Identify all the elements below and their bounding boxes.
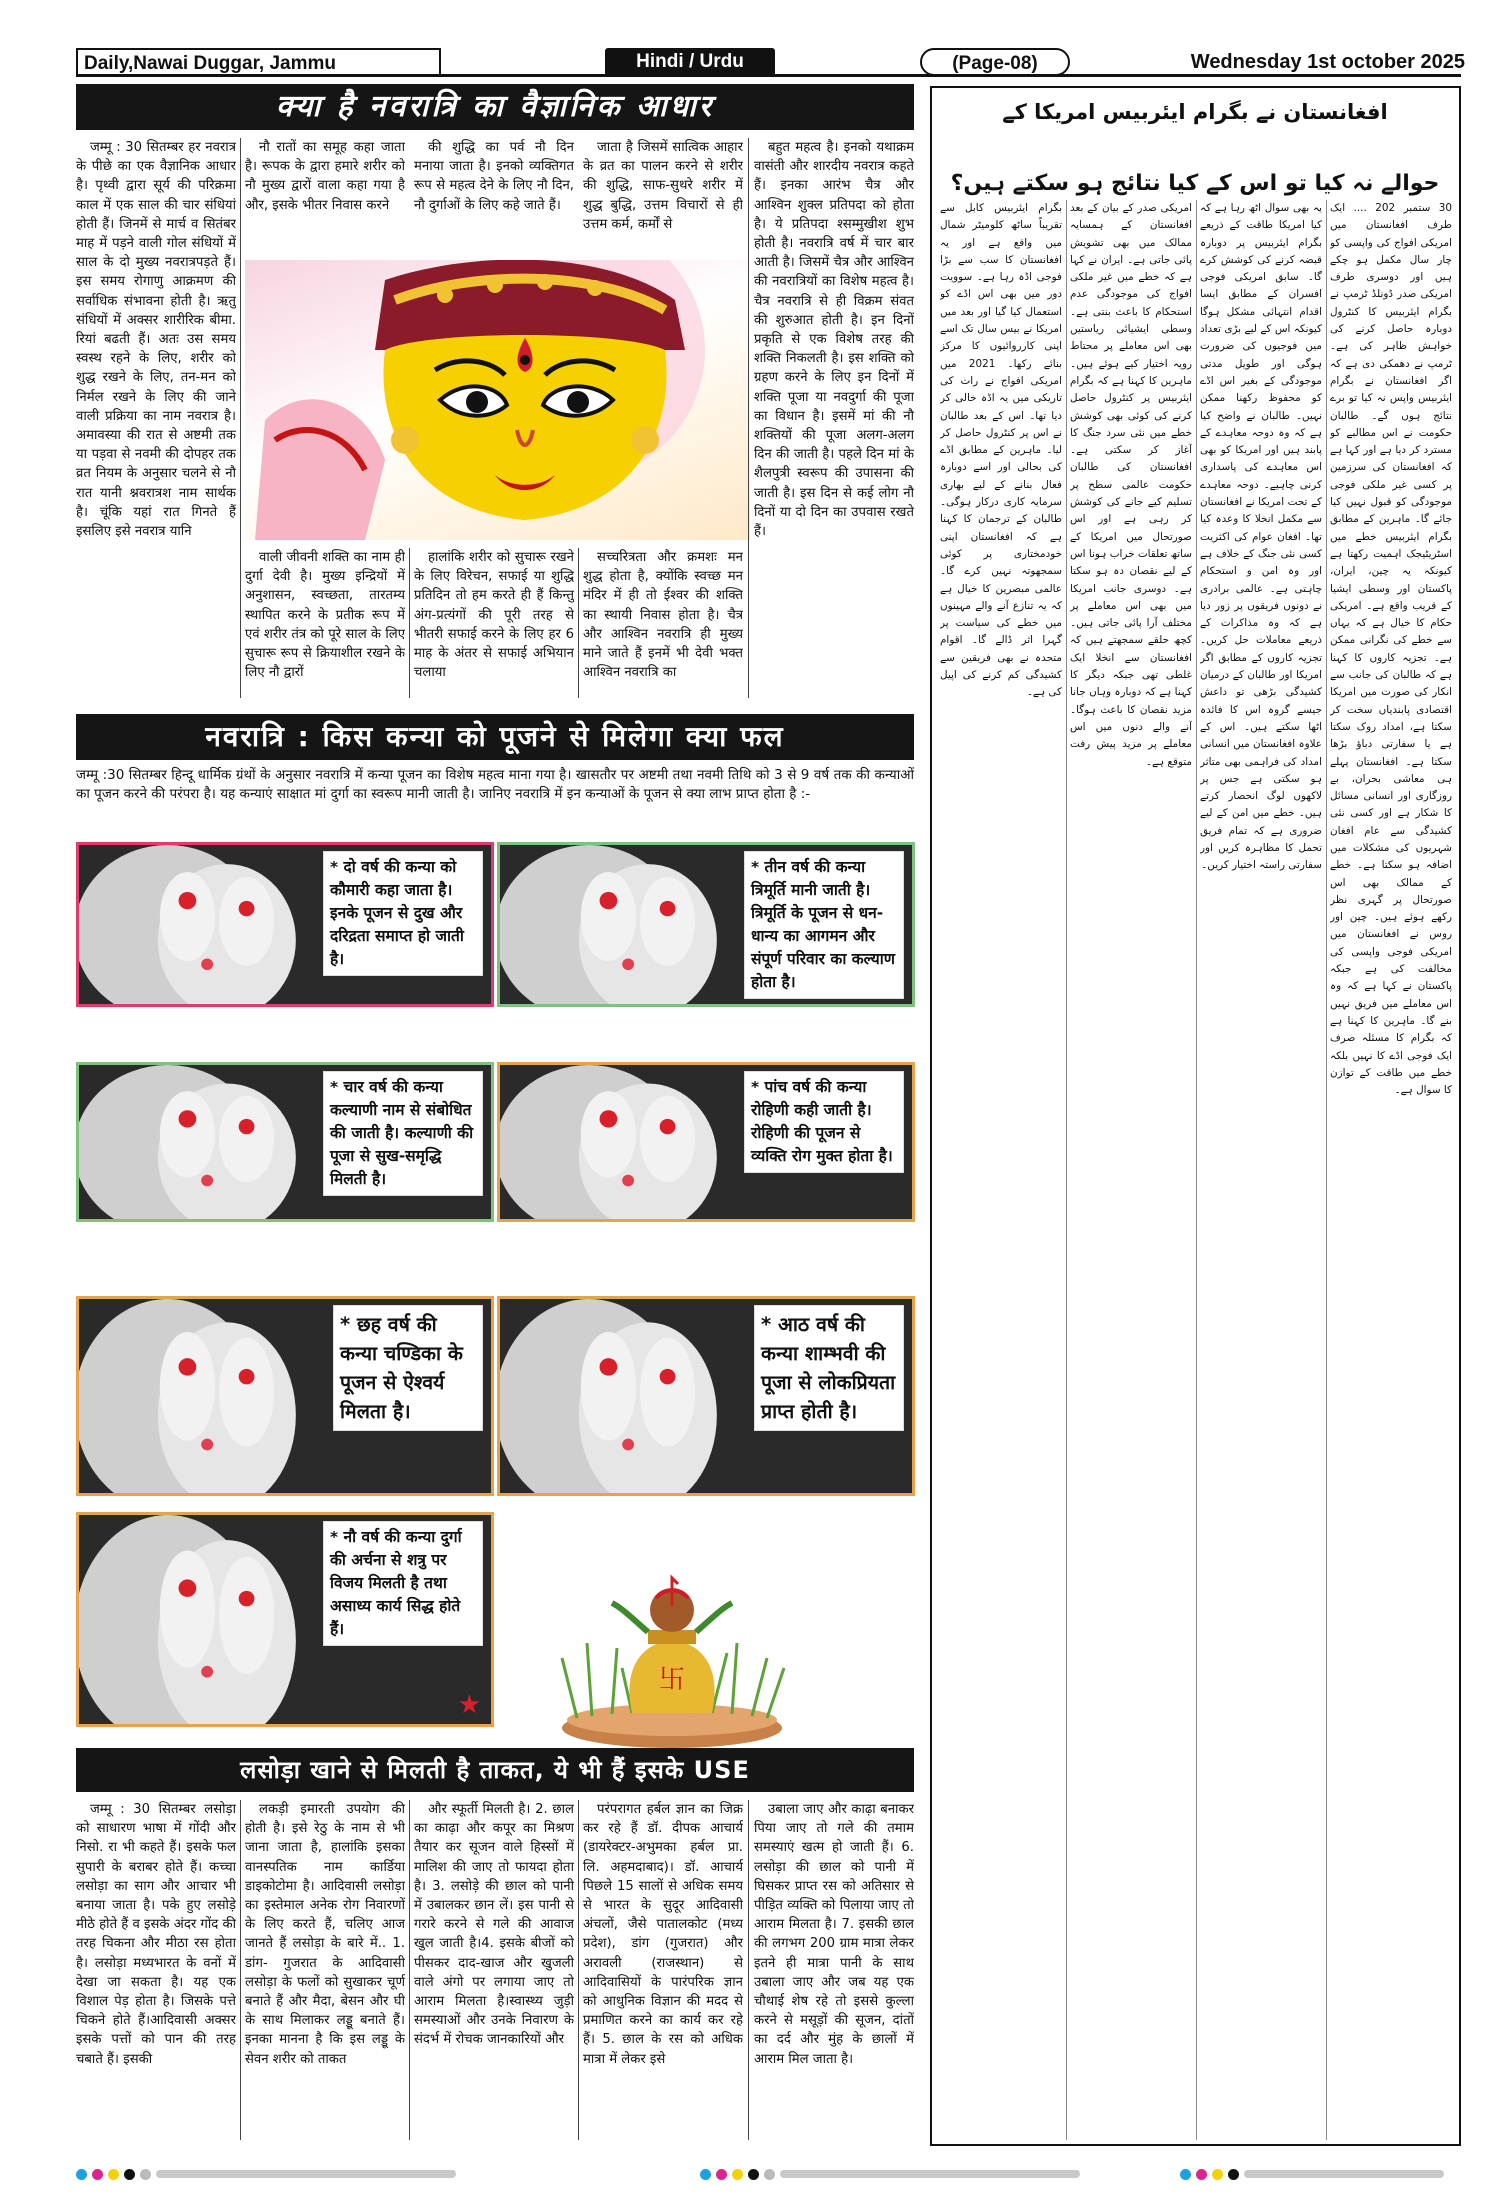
article1-col2 <box>245 138 405 258</box>
article3-col5-text: उबाला जाए और काढ़ा बनाकर पिया जाए तो गले की तमाम समस्याएं खत्म हो जाती हैं। 6. लसोड़ा की छाल को पानी में घिसकर प्राप्त रस को अतिसार से पीड़ित व्यक्ति को पिलाया जाए तो आराम मिलता है। 7. इसकी छाल की लगभग 200 ग्राम मात्रा लेकर इतने ही मात्रा पानी के साथ उबाला जाए और जब यह एक चौथाई शेष रहे तो इससे कुल्ला करने से मसूड़ों की सूजन, दांतों का दर्द और मुंह के छालों में आराम मिल जाता है। <box>754 1802 914 2067</box>
column-divider <box>240 138 241 698</box>
registration-marks-right <box>1180 2168 1444 2180</box>
registration-marks-center <box>700 2168 1080 2180</box>
article1-lower-col3-text: हालांकि शरीर को सुचारू रखने के लिए विरेचन, सफाई या शुद्धि प्रतिदिन तो हम करते ही हैं किन्तु अंग-प्रत्यंगों की पूरी तरह से भीतरी सफाई करने के लिए हर 6 माह के अंतर से सफाई अभियान चलाया <box>414 550 574 681</box>
kalash-illustration <box>552 1548 792 1753</box>
article1-col3 <box>414 138 574 258</box>
urdu-col3: امریکی صدر کے بیان کے بعد افغانستان کے ہمسایہ ممالک میں بھی تشویش پائی جاتی ہے۔ ایران نے کہا ہے کہ خطے میں غیر ملکی افواج کی موجودگی عدم استحکام کا باعث بنتی ہے۔ وسطی ایشیائی ریاستیں بھی اس معاملے پر محتاط رویہ اختیار کیے ہوئے ہیں۔ ماہرین کا کہنا ہے کہ بگرام ایئربیس پر کنٹرول حاصل کرنے کی کوئی بھی کوشش خطے میں نئی سرد جنگ کا آغاز کر سکتی ہے۔ افغانستان کی طالبان حکومت عالمی سطح پر تسلیم کیے جانے کی کوشش کر رہی ہے اور اس صورتحال میں امریکا کے ساتھ تعلقات خراب ہونا اس کے لیے نقصان دہ ہو سکتا ہے۔ دوسری جانب امریکا میں بھی اس معاملے پر مختلف آرا پائی جاتی ہیں۔ کچھ حلقے سمجھتے ہیں کہ افغانستان سے انخلا ایک غلطی تھی جبکہ دیگر کا کہنا ہے کہ دوبارہ وہاں جانا مزید نقصان کا باعث ہوگا۔ آنے والے دنوں میں اس معاملے پر مزید پیش رفت متوقع ہے۔ <box>1070 202 1192 768</box>
column-divider <box>748 138 749 698</box>
registration-dot <box>1196 2169 1207 2180</box>
kanya-panel <box>76 1062 494 1222</box>
article1-lower-col2 <box>245 548 405 698</box>
column-divider <box>409 1800 410 2140</box>
article1-headline: क्या है नवरात्रि का वैज्ञानिक आधार <box>275 89 715 124</box>
urdu-column-divider <box>1326 200 1327 2140</box>
kanya-panel-caption: * तीन वर्ष की कन्या त्रिमूर्ति मानी जाती है। त्रिमूर्ति के पूजन से धन-धान्य का आगमन और संपूर्ण परिवार का कल्याण होता है। <box>744 851 904 999</box>
article3-col4 <box>583 1800 743 2140</box>
registration-dot <box>732 2169 743 2180</box>
article3-headline-bar <box>76 1748 914 1792</box>
column-divider <box>409 548 410 698</box>
registration-dot <box>124 2169 135 2180</box>
article3-col2 <box>245 1800 405 2140</box>
article2-headline: नवरात्रि : किस कन्या को पूजने से मिलेगा क्या फल <box>205 720 785 753</box>
registration-dot <box>1228 2169 1239 2180</box>
article1-lower-col4 <box>583 548 743 698</box>
column-divider <box>578 548 579 698</box>
registration-dot <box>140 2169 151 2180</box>
registration-bar <box>1244 2170 1444 2178</box>
kanya-panel <box>497 842 915 1007</box>
urdu-col4: بگرام ایئربیس کابل سے تقریباً ساٹھ کلومیٹر شمال میں واقع ہے اور یہ افغانستان کا سب سے بڑا فوجی اڈہ رہا ہے۔ سوویت دور میں بھی اس اڈے کو استعمال کیا گیا اور بعد میں امریکا نے بیس سال تک اسے اپنی کارروائیوں کا مرکز بنائے رکھا۔ 2021 میں امریکی افواج نے رات کی تاریکی میں یہ اڈہ خالی کر دیا تھا۔ اس کے بعد طالبان نے اس پر کنٹرول حاصل کر لیا۔ ماہرین کے مطابق اڈے کی بحالی اور اسے دوبارہ فعال بنانے کے لیے بھاری سرمایہ کاری درکار ہوگی۔ طالبان کے ترجمان کا کہنا ہے کہ افغانستان اپنی خودمختاری پر کوئی سمجھوتہ نہیں کرے گا۔ عالمی مبصرین کا خیال ہے کہ یہ تنازع آنے والے مہینوں میں خطے کی سیاست پر گہرا اثر ڈالے گا۔ اقوام متحدہ نے بھی فریقین سے کشیدگی کم کرنے کی اپیل کی ہے۔ <box>940 202 1062 699</box>
urdu-column-divider <box>1066 200 1067 2140</box>
registration-dot <box>1212 2169 1223 2180</box>
article3-col3-text: और स्फूर्ती मिलती है। 2. छाल का काढ़ा और कपूर का मिश्रण तैयार कर सूजन वाले हिस्सों में मालिश की जाए तो फायदा होता है। 3. लसोड़े की छाल को पानी में उबालकर छान लें। इस पानी से गरारे करने से गले की आवाज खुल जाती है।4. इसके बीजों को पीसकर दाद-खाज और खुजली वाले अंगो पर लगाया जाए तो आराम मिलता है।स्वास्थ्य जुड़ी समस्याओं और उनके निवारण के संदर्भ में रोचक जानकारियों और <box>414 1802 574 2048</box>
language-label: Hindi / Urdu <box>605 48 775 76</box>
registration-dot <box>748 2169 759 2180</box>
article3-col1 <box>76 1800 236 2140</box>
article1-col1 <box>76 138 236 698</box>
article1-lower-col2-text: वाली जीवनी शक्ति का नाम ही दुर्गा देवी है। मुख्य इन्द्रियों में अनुशासन, स्वच्छता, तारतम्य स्थापित करने के प्रतीक रूप में एवं शरीर तंत्र को पूरे साल के लिए सुचारू रूप से क्रियाशील रखने के लिए नौ द्वारों <box>245 550 405 681</box>
kanya-panel-caption: * नौ वर्ष की कन्या दुर्गा की अर्चना से शत्रु पर विजय मिलती है तथा असाध्य कार्य सिद्ध होते हैं। <box>323 1521 483 1646</box>
registration-dot <box>764 2169 775 2180</box>
kanya-panel <box>497 1296 915 1496</box>
registration-dot <box>108 2169 119 2180</box>
kanya-panel <box>76 1512 494 1727</box>
kanya-panel <box>76 842 494 1007</box>
article3-col4-text: परंपरागत हर्बल ज्ञान का जिक्र कर रहे हैं डॉ. दीपक आचार्य (डायरेक्टर-अभुमका हर्बल प्रा. लि. अहमदाबाद)। डॉ. आचार्य पिछले 15 सालों से अधिक समय से भारत के सुदूर आदिवासी अंचलों, जैसे पातालकोट (मध्य प्रदेश), डांग (गुजरात) और अरावली (राजस्थान) से आदिवासियों के पारंपरिक ज्ञान को आधुनिक विज्ञान की मदद से प्रमाणित करने का कार्य कर रहे हैं। 5. छाल के रस को अधिक मात्रा में लेकर इसे <box>583 1802 743 2067</box>
article1-lower-col3 <box>414 548 574 698</box>
kanya-panel-caption: * छह वर्ष की कन्या चण्डिका के पूजन से ऐश्वर्य मिलता है। <box>333 1305 483 1431</box>
article1-col4-text: जाता है जिसमें सात्विक आहार के व्रत का पालन करने से शरीर की शुद्धि, साफ-सुथरे शरीर में शुद्ध बुद्धि, उत्तम विचारों से ही उत्तम कर्म, कर्मों से <box>583 140 743 232</box>
kanya-panel-caption: * आठ वर्ष की कन्या शाम्भवी की पूजा से लोकप्रियता प्राप्त होती है। <box>754 1305 904 1431</box>
article1-col4 <box>583 138 743 258</box>
svg-text:卐: 卐 <box>658 1665 686 1695</box>
kanya-panel-caption: * दो वर्ष की कन्या को कौमारी कहा जाता है। इनके पूजन से दुख और दरिद्रता समाप्त हो जाती है। <box>323 851 483 976</box>
registration-dot <box>1180 2169 1191 2180</box>
article2-headline-bar <box>76 714 914 760</box>
article1-col1-text: जम्मू : 30 सितम्बर हर नवरात्र के पीछे का एक वैज्ञानिक आधार है। पृथ्वी द्वारा सूर्य की परिक्रमा काल में एक साल की चार संधियां होती हैं। जिनमें से मार्च व सितंबर माह में पड़ने वाली गोल संधियों में साल के दो मुख्य नवरात्रपड़ते हैं। इस समय रोगाणु आक्रमण की सर्वाधिक संभावना होती है। ऋतु संधियों में अक्सर शारीरिक बीमा. रियां बढती हैं। अतः उस समय स्वस्थ रहने के लिए, शरीर को शुद्ध रखने के लिए, तन-मन को निर्मल रखने के लिए की जाने वाली प्रक्रिया का नाम नवरात्र है। अमावस्या की रात से अष्टमी तक या पड़वा से नवमी की दोपहर तक व्रत नियम के अनुसार चलने से नौ रात यानी श्नवरात्रश नाम सार्थक है। चूंकि यहां रात गिनते हैं इसलिए इसे नवरात्र यानि <box>76 140 236 540</box>
article3-col5 <box>754 1800 914 2140</box>
urdu-col2: یہ بھی سوال اٹھ رہا ہے کہ کیا امریکا طاقت کے ذریعے بگرام ایئربیس پر دوبارہ قبضہ کرنے کی کوشش کرے گا۔ سابق امریکی فوجی افسران کے مطابق ایسا اقدام انتہائی مشکل ہوگا کیونکہ اس کے لیے بڑی تعداد میں فوجیوں کی ضرورت ہوگی اور طویل مدتی موجودگی کے بغیر اس اڈے کو محفوظ رکھنا ممکن نہیں۔ طالبان نے واضح کیا ہے کہ وہ دوحہ معاہدے کے پابند ہیں اور امریکا کو بھی اس معاہدے کی پاسداری کرنی چاہیے۔ دوحہ معاہدے کے تحت امریکا نے افغانستان سے مکمل انخلا کا وعدہ کیا تھا۔ افغان عوام کی اکثریت کسی نئی جنگ کے خلاف ہے اور وہ امن و استحکام چاہتی ہے۔ عالمی برادری نے دونوں فریقوں پر زور دیا ہے کہ وہ مذاکرات کے ذریعے معاملات حل کریں۔ تجزیہ کاروں کے مطابق اگر امریکا اور طالبان کے درمیان کشیدگی بڑھی تو داعش جیسے گروہ اس کا فائدہ اٹھا سکتے ہیں۔ اس کے علاوہ افغانستان میں انسانی امداد کی فراہمی بھی متاثر ہو سکتی ہے جس پر لاکھوں لوگ انحصار کرتے ہیں۔ خطے میں امن کے لیے ضروری ہے کہ تمام فریق تحمل کا مظاہرہ کریں اور سفارتی راستہ اختیار کریں۔ <box>1200 202 1322 872</box>
issue-date: Wednesday 1st october 2025 <box>1190 51 1465 73</box>
masthead-rule <box>76 74 1461 77</box>
article3-col1-text: जम्मू : 30 सितम्बर लसोड़ा को साधारण भाषा में गोंदी और निसो. रा भी कहते हैं। इसके फल सुपारी के बराबर होते हैं। कच्चा लसोड़ा का साग और आचार भी बनाया जाता है। पके हुए लसोड़े मीठे होते हैं व इसके अंदर गोंद की तरह चिकना और मीठा रस होता है। लसोड़ा मध्यभारत के वनों में देखा जा सकता है। यह एक विशाल पेड़ होता है। जिसके पत्ते चिकने होते हैं।आदिवासी अक्सर इसके पत्तों को पान की तरह चबाते हैं। इसकी <box>76 1802 236 2067</box>
registration-dot <box>92 2169 103 2180</box>
urdu-headline-line2: حوالے نہ کیا تو اس کے کیا نتائج ہو سکتے ہیں؟ <box>950 171 1440 196</box>
article1-col5-text: बहुत महत्व है। इनको यथाक्रम वासंती और शारदीय नवरात्र कहते हैं। इनका आरंभ चैत्र और आश्विन शुक्ल प्रतिपदा को होता है। ये प्रतिपदा श्सम्मुखीश शुभ होती है। नवरात्रि वर्ष में चार बार आती है। जिसमें चैत्र और आश्विन की नवरात्रियों का विशेष महत्व है। चैत्र नवरात्रि से ही विक्रम संवत की शुरुआत होती है। इन दिनों प्रकृति से एक विशेष तरह की शक्ति निकलती है। इस शक्ति को ग्रहण करने के लिए इन दिनों में शक्ति पूजा या नवदुर्गा की पूजा का विधान है। इसमें मां की नौ शक्तियों की पूजा अलग-अलग दिन की जाती है। पहले दिन मां के शैलपुत्री स्वरूप की उपासना की जाती है। इस दिन से कई लोग नौ दिनों या दो दिन का उपवास रखते हैं। <box>754 140 914 540</box>
paper-name: Daily,Nawai Duggar, Jammu <box>76 48 441 76</box>
registration-bar <box>156 2170 456 2178</box>
article1-headline-bar <box>76 84 914 130</box>
durga-illustration <box>245 260 750 540</box>
registration-dot <box>700 2169 711 2180</box>
registration-dot <box>76 2169 87 2180</box>
article3-col2-text: लकड़ी इमारती उपयोग की होती है। इसे रेठु के नाम से भी जाना जाता है, हालांकि इसका वानस्पतिक नाम कार्डिया डाइकोटोमा है। आदिवासी लसोड़ा का इस्तेमाल अनेक रोग निवारणों के लिए करते हैं, चलिए आज जानते हैं लसोड़ा के बारे में.. 1. डांग- गुजरात के आदिवासी लसोड़ा के फलों को सुखाकर चूर्ण बनाते हैं और मैदा, बेसन और घी के साथ मिलाकर लड्डू बनाते हैं। इनका मानना है कि इस लड्डू के सेवन शरीर को ताकत <box>245 1802 405 2067</box>
page-number: (Page-08) <box>920 48 1070 76</box>
urdu-column-divider <box>1196 200 1197 2140</box>
urdu-col1: 30 ستمبر 202 .... ایک طرف افغانستان میں امریکی افواج کی واپسی کو چار سال مکمل ہو چکے ہیں اور دوسری طرف امریکی صدر ڈونلڈ ٹرمپ نے بگرام ایئربیس کا کنٹرول دوبارہ حاصل کرنے کی خواہش ظاہر کی ہے۔ ٹرمپ نے دھمکی دی ہے کہ اگر افغانستان نے بگرام ایئربیس واپس نہ کیا تو برے نتائج ہوں گے۔ طالبان حکومت نے اس مطالبے کو مسترد کر دیا ہے اور کہا ہے کہ افغانستان کی سرزمین پر کسی غیر ملکی فوجی موجودگی کو قبول نہیں کیا جائے گا۔ ماہرین کے مطابق بگرام ایئربیس خطے میں اسٹریٹیجک اہمیت رکھتا ہے کیونکہ یہ چین، ایران، پاکستان اور وسطی ایشیا کے قریب واقع ہے۔ امریکی حکام کا خیال ہے کہ یہاں سے خطے کی نگرانی ممکن ہے۔ تجزیہ کاروں کا کہنا ہے کہ طالبان کی جانب سے انکار کی صورت میں امریکا اقتصادی پابندیاں سخت کر سکتا ہے، امداد روک سکتا ہے یا سفارتی دباؤ بڑھا سکتا ہے۔ افغانستان پہلے ہی معاشی بحران، بے روزگاری اور انسانی مسائل کا شکار ہے اور کسی نئی کشیدگی سے عام افغان شہریوں کی مشکلات میں اضافہ ہو سکتا ہے۔ خطے کے ممالک بھی اس صورتحال پر گہری نظر رکھے ہوئے ہیں۔ چین اور روس نے افغانستان میں امریکی فوجی واپسی کی مخالفت کی ہے جبکہ پاکستان نے کہا ہے کہ وہ اس معاملے میں فریق نہیں بنے گا۔ ماہرین کا کہنا ہے کہ بگرام کا مسئلہ صرف ایک فوجی اڈے کا نہیں بلکہ خطے میں طاقت کے توازن کا سوال ہے۔ <box>1330 202 1452 1097</box>
article1-col2-text: नौ रातों का समूह कहा जाता है। रूपक के द्वारा हमारे शरीर को नौ मुख्य द्वारों वाला कहा गया है और, इसके भीतर निवास करने <box>245 140 405 213</box>
kanya-panel <box>497 1062 915 1222</box>
article1-col3-text: की शुद्धि का पर्व नौ दिन मनाया जाता है। इनको व्यक्तिगत रूप से महत्व देने के लिए नौ दिन, नौ दुर्गाओं के लिए कहे जाते हैं। <box>414 140 574 213</box>
star-icon: ★ <box>457 1690 481 1720</box>
registration-bar <box>780 2170 1080 2178</box>
registration-marks-left <box>76 2168 456 2180</box>
urdu-headline-line1: افغانستان نے بگرام ایئربیس امریکا کے <box>1002 100 1388 124</box>
article2-intro: जम्मू :30 सितम्बर हिन्दू धार्मिक ग्रंथों के अनुसार नवरात्रि में कन्या पूजन का विशेष महत्व माना गया है। खासतौर पर अष्टमी तथा नवमी तिथि को 3 से 9 वर्ष तक की कन्याओं का पूजन करने की परंपरा है। यह कन्याएं साक्षात मां दुर्गा का स्वरूप मानी जाती है। जानिए नवरात्रि में इन कन्याओं के पूजन से क्या लाभ प्राप्त होता है :- <box>76 767 914 802</box>
column-divider <box>748 1800 749 2140</box>
article3-headline: लसोड़ा खाने से मिलती है ताकत, ये भी हैं इसके USE <box>240 1756 750 1784</box>
kanya-panel-caption: * पांच वर्ष की कन्या रोहिणी कही जाती है। रोहिणी की पूजन से व्यक्ति रोग मुक्त होता है। <box>744 1071 904 1173</box>
article3-col3 <box>414 1800 574 2140</box>
urdu-headline <box>940 92 1450 206</box>
registration-dot <box>716 2169 727 2180</box>
column-divider <box>578 1800 579 2140</box>
article1-col5 <box>754 138 914 698</box>
kanya-panel <box>76 1296 494 1496</box>
column-divider <box>240 1800 241 2140</box>
article1-lower-col4-text: सच्चरित्रता और क्रमशः मन शुद्ध होता है, क्योंकि स्वच्छ मन मंदिर में ही तो ईश्वर की शक्ति का स्थायी निवास होता है। चैत्र और आश्विन नवरात्रि ही मुख्य माने जाते हैं इनमें भी देवी भक्त आश्विन नवरात्रि का <box>583 550 743 681</box>
kanya-panel-caption: * चार वर्ष की कन्या कल्याणी नाम से संबोधित की जाती है। कल्याणी की पूजा से सुख-समृद्धि मिलती है। <box>323 1071 483 1196</box>
